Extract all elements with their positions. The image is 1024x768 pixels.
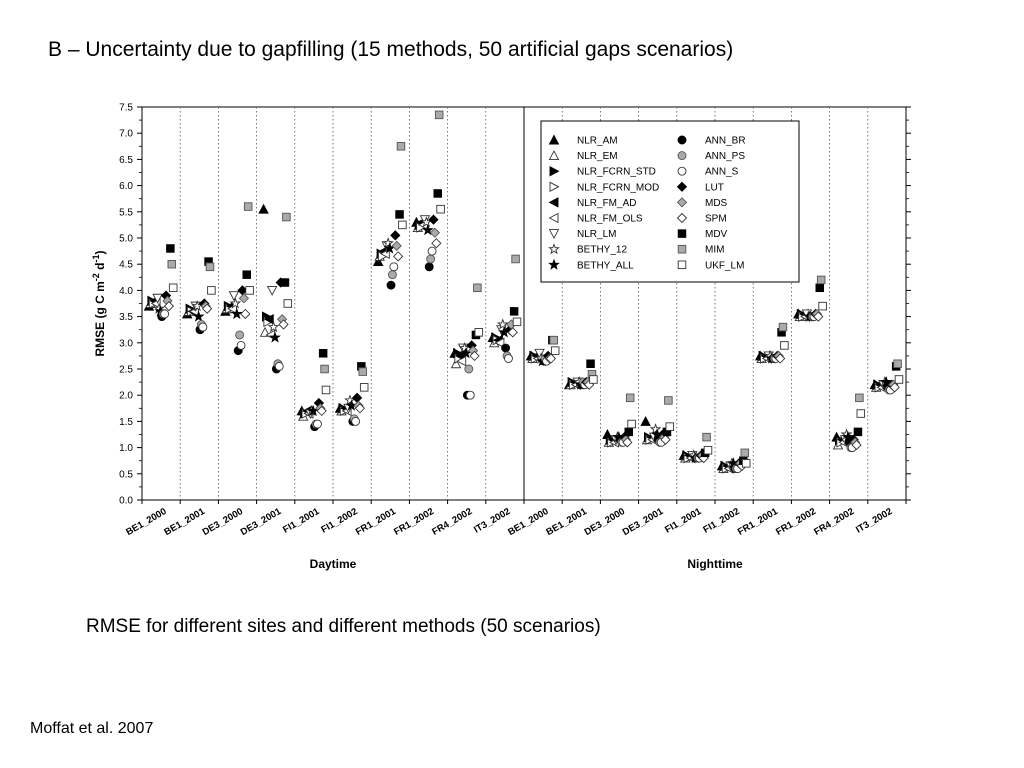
point-ukf-lm <box>742 460 750 468</box>
y-tick-label: 6.5 <box>119 154 133 166</box>
point-mdv <box>167 245 175 253</box>
legend-label-spm: SPM <box>705 213 727 225</box>
point-ann-ps <box>427 255 435 263</box>
point-spm <box>394 252 403 261</box>
y-tick-label: 2.0 <box>119 390 133 402</box>
point-ann-br <box>502 344 510 352</box>
point-nlr-lm <box>268 286 277 295</box>
y-tick-label: 4.5 <box>119 259 133 271</box>
point-ukf-lm <box>819 302 827 310</box>
legend-label-lut: LUT <box>705 182 724 194</box>
x-site-label: DE3_2000 <box>200 506 245 539</box>
y-tick-label: 5.0 <box>119 233 133 245</box>
point-spm <box>241 309 250 318</box>
point-lut <box>391 231 400 240</box>
x-site-label: BE1_2000 <box>124 506 169 539</box>
legend-marker-ann-ps <box>678 152 686 160</box>
point-mdv <box>243 271 251 279</box>
x-site-label: FI1_2001 <box>663 506 704 536</box>
legend-label-nlr-lm: NLR_LM <box>577 229 617 241</box>
legend-label-nlr-em: NLR_EM <box>577 151 618 163</box>
point-mim <box>665 397 673 405</box>
point-mdv <box>510 308 518 316</box>
legend-label-bethy-12: BETHY_12 <box>577 244 628 256</box>
point-ann-s <box>199 323 207 331</box>
x-site-label: IT3_2002 <box>854 506 895 536</box>
legend-label-ann-ps: ANN_PS <box>705 151 746 163</box>
x-site-label: BE1_2001 <box>544 506 589 539</box>
group-label: Nighttime <box>687 557 743 571</box>
y-axis-label: RMSE (g C $m^{-2}$ $d^{-1}$) <box>91 250 107 357</box>
legend-marker-ann-br <box>678 136 686 144</box>
slide-title: B – Uncertainty due to gapfilling (15 methods, 50 artificial gaps scenarios) <box>48 38 734 61</box>
point-ann-br <box>387 281 395 289</box>
y-tick-label: 0.5 <box>119 469 133 481</box>
point-mim <box>321 365 329 373</box>
legend-marker-ann-s <box>678 167 686 175</box>
point-mim <box>397 143 405 151</box>
x-site-label: BE1_2001 <box>162 506 207 539</box>
point-ukf-lm <box>475 329 483 337</box>
legend-label-nlr-am: NLR_AM <box>577 135 618 147</box>
point-mim <box>550 336 558 344</box>
legend-marker-mim <box>678 245 686 253</box>
point-ann-ps <box>236 331 244 339</box>
point-mim <box>703 433 711 441</box>
point-lut <box>353 393 362 402</box>
x-site-label: FI1_2002 <box>701 506 742 536</box>
point-ukf-lm <box>437 205 445 213</box>
point-ukf-lm <box>513 318 521 326</box>
group-label: Daytime <box>309 557 357 571</box>
point-ukf-lm <box>551 347 559 355</box>
legend-marker-ukf-lm <box>678 261 686 269</box>
point-bethy-12 <box>269 322 278 331</box>
legend-label-mim: MIM <box>705 244 725 256</box>
legend-label-nlr-fm-ad: NLR_FM_AD <box>577 197 637 209</box>
point-mds <box>392 241 401 250</box>
citation: Moffat et al. 2007 <box>30 720 154 737</box>
y-tick-label: 4.0 <box>119 285 133 297</box>
legend-label-nlr-fcrn-std: NLR_FCRN_STD <box>577 166 656 178</box>
point-spm <box>432 239 441 248</box>
point-ann-s <box>352 417 360 425</box>
point-lut <box>429 215 438 224</box>
point-nlr-am <box>259 205 268 214</box>
point-ukf-lm <box>895 376 903 384</box>
legend-label-ann-s: ANN_S <box>705 166 739 178</box>
point-ann-s <box>161 310 169 318</box>
point-mdv <box>816 284 824 292</box>
point-mdv <box>434 190 442 198</box>
y-tick-label: 1.5 <box>119 416 133 428</box>
point-mim <box>894 360 902 368</box>
point-mdv <box>625 428 633 436</box>
point-ukf-lm <box>360 384 368 392</box>
point-mim <box>856 394 864 402</box>
point-ukf-lm <box>322 386 330 394</box>
point-ukf-lm <box>590 376 598 384</box>
point-ukf-lm <box>781 342 789 350</box>
point-ann-s <box>466 391 474 399</box>
point-ukf-lm <box>704 446 712 454</box>
point-nlr-lm <box>229 292 238 301</box>
point-ukf-lm <box>169 284 177 292</box>
point-mim <box>779 323 787 331</box>
point-ukf-lm <box>246 287 254 295</box>
point-mim <box>244 203 252 211</box>
x-site-label: FR1_2002 <box>774 506 818 538</box>
x-site-label: FR1_2001 <box>353 506 398 538</box>
point-mdv <box>281 279 289 287</box>
legend-label-mdv: MDV <box>705 229 728 241</box>
x-site-label: FI1_2001 <box>281 506 322 536</box>
point-ukf-lm <box>666 423 674 431</box>
legend-label-nlr-fcrn-mod: NLR_FCRN_MOD <box>577 182 660 194</box>
point-mim <box>512 255 520 263</box>
point-ann-s <box>428 247 436 255</box>
point-mim <box>168 260 176 268</box>
x-site-label: DE3_2001 <box>238 506 284 539</box>
y-tick-label: 3.0 <box>119 338 133 350</box>
point-mim <box>474 284 482 292</box>
legend-label-ann-br: ANN_BR <box>705 135 746 147</box>
point-mim <box>741 449 749 457</box>
legend-label-mds: MDS <box>705 197 728 209</box>
y-tick-label: 7.0 <box>119 128 133 140</box>
point-mim <box>435 111 443 119</box>
x-site-label: FR1_2002 <box>392 506 436 538</box>
point-mim <box>626 394 634 402</box>
x-site-label: DE3_2001 <box>620 506 666 539</box>
y-tick-label: 2.5 <box>119 364 133 376</box>
point-ann-br <box>425 263 433 271</box>
y-tick-label: 3.5 <box>119 312 133 324</box>
point-mim <box>817 276 825 284</box>
point-mds <box>239 294 248 303</box>
point-mdv <box>319 349 327 357</box>
y-tick-label: 1.0 <box>119 443 133 455</box>
point-mim <box>283 213 291 221</box>
point-ann-s <box>390 263 398 271</box>
y-tick-label: 5.5 <box>119 207 133 219</box>
point-ukf-lm <box>208 287 216 295</box>
y-tick-label: 6.0 <box>119 181 133 193</box>
point-ann-s <box>237 341 245 349</box>
figure-caption: RMSE for different sites and different methods (50 scenarios) <box>86 616 601 637</box>
y-tick-label: 7.5 <box>119 102 133 114</box>
point-mdv <box>396 211 404 219</box>
point-ukf-lm <box>284 300 292 308</box>
x-site-label: FR1_2001 <box>735 506 780 538</box>
point-ann-s <box>313 420 321 428</box>
point-bethy-12 <box>651 424 660 433</box>
x-site-label: IT3_2002 <box>472 506 513 536</box>
point-ann-ps <box>388 271 396 279</box>
point-ann-ps <box>465 365 473 373</box>
point-ukf-lm <box>399 221 407 229</box>
legend-marker-mdv <box>678 230 686 238</box>
x-site-label: FR4_2002 <box>430 506 475 538</box>
legend-label-nlr-fm-ols: NLR_FM_OLS <box>577 213 643 225</box>
point-mdv <box>587 360 595 368</box>
point-mim <box>206 263 214 271</box>
point-ann-s <box>275 362 283 370</box>
x-site-label: DE3_2000 <box>582 506 627 539</box>
point-mdv <box>854 428 862 436</box>
point-ann-s <box>504 355 512 363</box>
point-nlr-am <box>641 417 650 426</box>
point-mim <box>359 368 367 376</box>
legend-label-ukf-lm: UKF_LM <box>705 260 745 272</box>
legend-label-bethy-all: BETHY_ALL <box>577 260 634 272</box>
point-ukf-lm <box>628 420 636 428</box>
x-site-label: FI1_2002 <box>319 506 360 536</box>
y-tick-label: 0.0 <box>119 495 133 507</box>
point-ukf-lm <box>857 410 865 418</box>
x-site-label: FR4_2002 <box>812 506 857 538</box>
x-site-label: BE1_2000 <box>506 506 551 539</box>
